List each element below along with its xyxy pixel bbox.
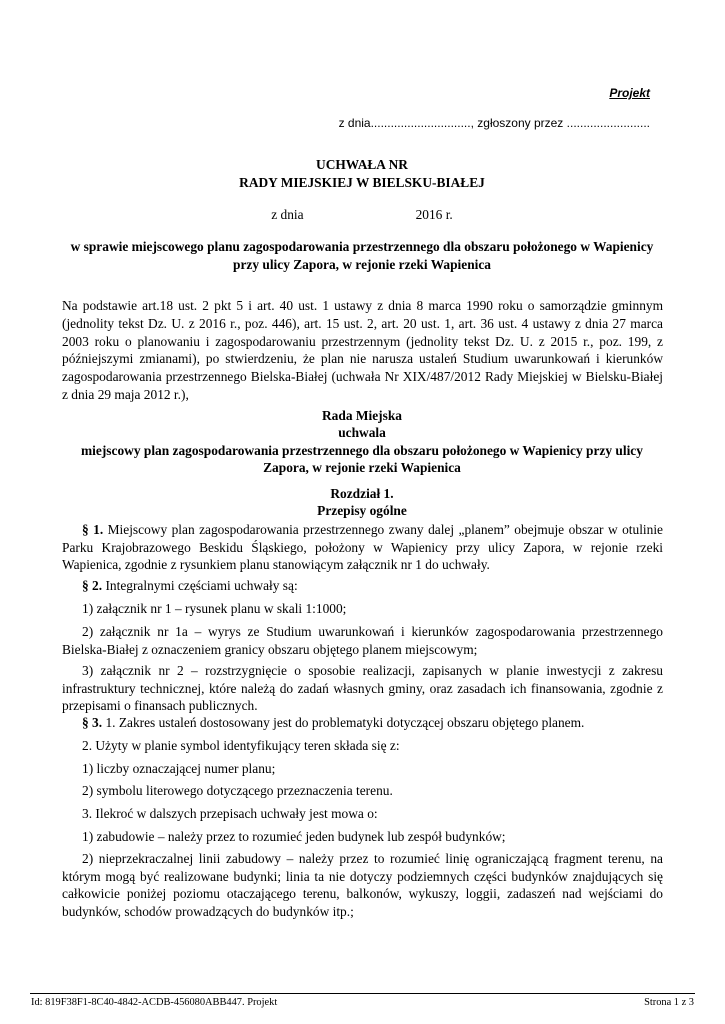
list-item: 1) liczby oznaczającej numer planu;	[82, 761, 276, 776]
chapter-title: Przepisy ogólne	[317, 503, 407, 519]
list-item: 2) symbolu literowego dotyczącego przeznaczenia terenu.	[82, 783, 393, 798]
footer-divider	[30, 993, 695, 994]
list-item: 1) zabudowie – należy przez to rozumieć jeden budynek lub zespół budynków;	[82, 829, 506, 844]
list-item: 2. Użyty w planie symbol identyfikujący teren składa się z:	[82, 738, 400, 753]
paragraph-text: Miejscowy plan zagospodarowania przestrzennego zwany dalej „planem” obejmuje obszar w otulinie Parku Krajobrazowego Beskidu Śląskiego, położony w Wapienicy przy ulicy Zapora, w rejonie rzeki Wapienica, zgodnie z rysunkiem planu stanowiącym załącznik nr 1 do uchwały.	[62, 522, 663, 573]
submission-line: z dnia.............................., zgłoszony przez .........................	[338, 116, 650, 130]
resolution-number-title: UCHWAŁA NR	[316, 157, 408, 172]
paragraph-3	[62, 714, 663, 732]
document-id: Id: 819F38F1-8C40-4842-ACDB-456080ABB447. Projekt	[31, 997, 278, 1008]
resolution-date	[62, 207, 662, 223]
chapter-heading	[62, 485, 662, 520]
resolution-object: miejscowy plan zagospodarowania przestrzennego dla obszaru położonego w Wapienicy przy ulicy Zapora, w rejonie rzeki Wapienica	[81, 442, 643, 476]
paragraph-text: 1. Zakres ustaleń dostosowany jest do problematyki dotyczącej obszaru objętego planem.	[102, 715, 585, 730]
list-item: 3. Ilekroć w dalszych przepisach uchwały jest mowa o:	[82, 806, 378, 821]
resolution-block	[62, 407, 662, 477]
list-item: 1) załącznik nr 1 – rysunek planu w skali 1:1000;	[82, 601, 347, 616]
paragraph-2	[62, 577, 663, 595]
paragraph-label: § 2.	[82, 578, 103, 593]
preamble: Na podstawie art.18 ust. 2 pkt 5 i art. 40 ust. 1 ustawy z dnia 8 marca 1990 roku o samorządzie gminnym (jednolity tekst Dz. U. z 2016 r., poz. 446), art. 15 ust. 2, art. 20 ust. 1, art. 36 ust. 4 ustawy z dnia 27 marca 2003 roku o planowaniu i zagospodarowaniu przestrzennym (jednolity tekst Dz. U. z 2015 r., poz. 199, z późniejszymi zmianami), po stwierdzeniu, że plan nie narusza ustaleń Studium uwarunkowań i kierunków zagospodarowania przestrzennego Bielska-Białej (uchwała Nr XIX/487/2012 Rady Miejskiej w Bielsku-Białej z dnia 29 maja 2012 r.),	[62, 298, 663, 402]
council-name-title: RADY MIEJSKIEJ W BIELSKU-BIAŁEJ	[239, 175, 485, 190]
list-item: 3) załącznik nr 2 – rozstrzygnięcie o sposobie realizacji, zapisanych w planie inwestycji z zakresu infrastruktury technicznej, które należą do zadań własnych gminy, oraz zasadach ich finansowania, zgodnie z przepisami o finansach publicznych.	[62, 663, 663, 714]
date-year: 2016 r.	[415, 207, 453, 222]
paragraph-1	[62, 521, 663, 574]
paragraph-label: § 1.	[82, 522, 104, 537]
date-prefix: z dnia	[271, 207, 304, 222]
list-item: 2) załącznik nr 1a – wyrys ze Studium uwarunkowań i kierunków zagospodarowania przestrzennego Bielska-Białej z oznaczeniem granicy obszaru objętego planem miejscowym;	[62, 624, 663, 657]
projekt-label: Projekt	[609, 86, 650, 100]
paragraph-text: Integralnymi częściami uchwały są:	[102, 578, 298, 593]
list-item: 2) nieprzekraczalnej linii zabudowy – należy przez to rozumieć linię ograniczającą fragment terenu, na którym mogą być realizowane budynki; linia ta nie dotyczy podziemnych części budynków znajdujących się całkowicie poniżej poziomu otaczającego terenu, balkonów, wykuszy, loggii, zadaszeń nad wejściami do budynków, schodów prowadzących do budynków itp.;	[62, 851, 663, 919]
chapter-number: Rozdział 1.	[330, 486, 394, 501]
council-body: Rada Miejska	[322, 408, 402, 423]
resolution-subject: w sprawie miejscowego planu zagospodarowania przestrzennego dla obszaru położonego w Wapienicy przy ulicy Zapora, w rejonie rzeki Wapienica	[70, 239, 654, 272]
page-number: Strona 1 z 3	[644, 997, 694, 1008]
paragraph-label: § 3.	[82, 715, 103, 730]
resolution-verb: uchwala	[338, 425, 386, 441]
